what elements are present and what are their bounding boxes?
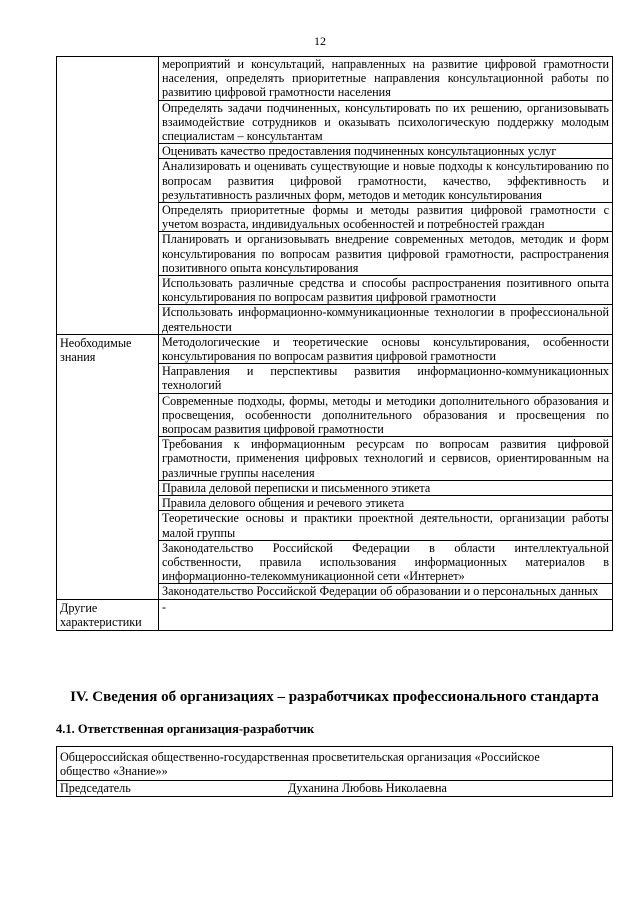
standard-table-body — [57, 57, 613, 631]
table-cell: Современные подходы, формы, методы и методики дополнительного образования и просвещения, особенности дополнительного образования и просвещения по вопросам развития цифровой грамотности — [159, 393, 613, 437]
table-cell: Законодательство Российской Федерации в области интеллектуальной собственности, правила использования информационных материалов в информационно-телекоммуникационной сети «Интернет» — [159, 540, 613, 584]
organization-row — [57, 747, 613, 797]
table-cell: Планировать и организовывать внедрение современных методов, методик и форм консультирования по вопросам развития цифровой грамотности, распространения позитивного опыта консультирования — [159, 232, 613, 276]
row-label — [57, 57, 159, 335]
table-cell: Использовать информационно-коммуникационные технологии в профессиональной деятельности — [159, 305, 613, 334]
subsection-title: 4.1. Ответственная организация-разработчик — [56, 722, 315, 736]
page-number: 12 — [314, 34, 326, 48]
table-row — [57, 57, 613, 101]
table-cell: мероприятий и консультаций, направленных на развитие цифровой грамотности населения, определять приоритетные направления консультационной работы по развитию цифровой грамотности населения — [159, 57, 613, 101]
table-cell: Определять приоритетные формы и методы развития цифровой грамотности с учетом возраста, индивидуальных особенностей и потребностей граждан — [159, 203, 613, 232]
table-cell: Направления и перспективы развития информационно-коммуникационных технологий — [159, 364, 613, 393]
table-cell: Анализировать и оценивать существующие и новые подходы к консультированию по вопросам развития цифровой грамотности, качество, эффективность и результативность различных форм, методов и методик консультирования — [159, 159, 613, 203]
table-row — [57, 599, 613, 630]
organization-table — [56, 746, 613, 797]
organization-name-line: общество «Знание»» — [60, 764, 168, 779]
table-cell: Использовать различные средства и способы распространения позитивного опыта консультирования по вопросам развития цифровой грамотности — [159, 276, 613, 305]
row-label: Другие характеристики — [57, 599, 159, 630]
table-cell: Теоретические основы и практики проектной деятельности, организации работы малой группы — [159, 511, 613, 540]
signatory-row — [57, 780, 612, 795]
table-cell: Законодательство Российской Федерации об образовании и о персональных данных — [159, 584, 613, 599]
section-title: IV. Сведения об организациях – разработчиках профессионального стандарта — [70, 689, 599, 705]
organization-name-line: Общероссийская общественно-государственная просветительская организация «Российское — [60, 750, 540, 764]
table-cell: Требования к информационным ресурсам по вопросам развития цифровой грамотности, применения цифровых технологий и сервисов, ориентированным на различные группы населения — [159, 437, 613, 481]
row-label: Необходимые знания — [57, 334, 159, 599]
table-cell: Оценивать качество предоставления подчиненных консультационных услуг — [159, 144, 613, 159]
table-cell: - — [159, 599, 613, 630]
table-cell: Правила деловой переписки и письменного этикета — [159, 480, 613, 495]
standard-table — [56, 56, 613, 631]
signatory-name: Духанина Любовь Николаевна — [288, 781, 447, 796]
organization-cell — [57, 747, 613, 797]
table-row — [57, 334, 613, 363]
table-cell: Правила делового общения и речевого этикета — [159, 496, 613, 511]
table-cell: Методологические и теоретические основы консультирования, особенности консультирования по вопросам развития цифровой грамотности — [159, 334, 613, 363]
table-cell: Определять задачи подчиненных, консультировать по их решению, организовывать взаимодействие сотрудников и оказывать психологическую поддержку молодым специалистам – консультантам — [159, 100, 613, 144]
signatory-role: Председатель — [60, 781, 131, 796]
